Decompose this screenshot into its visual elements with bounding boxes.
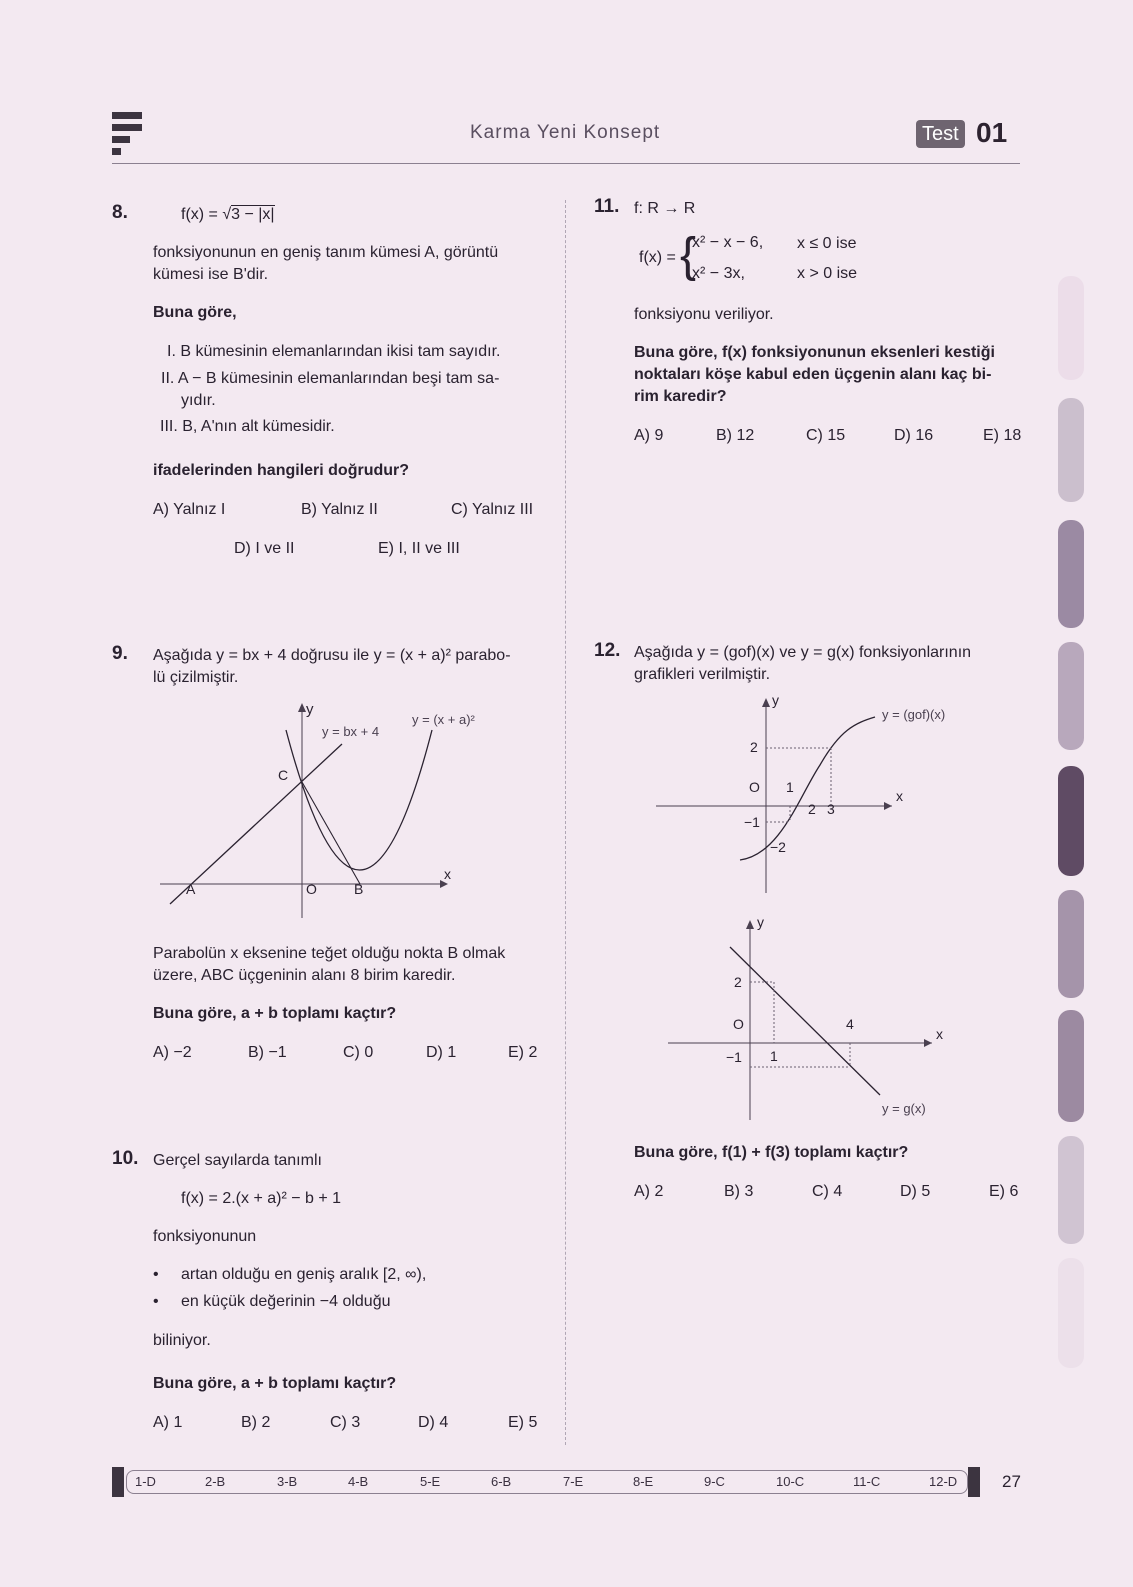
q12-number: 12. (594, 640, 621, 661)
logo-icon (112, 112, 142, 154)
q9-graph (150, 700, 500, 922)
q12-g1-tick-m1: −1 (744, 814, 760, 830)
side-tab (1058, 890, 1084, 998)
q8-text: kümesi ise B'dir. (153, 266, 269, 283)
answer-key-item: 3-B (277, 1474, 298, 1489)
q9-line-label: y = bx + 4 (322, 724, 380, 739)
q12-g1-tick-x2: 2 (808, 801, 816, 817)
q12-option-e[interactable]: E) 6 (989, 1183, 1019, 1200)
q10-text: biliniyor. (153, 1332, 211, 1349)
q8-statement-2: II. A − B kümesinin elemanlarından beşi tam sa- (161, 370, 500, 387)
q8-statement-1: I. B kümesinin elemanlarından ikisi tam sayıdır. (167, 343, 501, 360)
answer-key-item: 5-E (420, 1474, 441, 1489)
q11-option-b[interactable]: B) 12 (716, 427, 755, 444)
q12-g2-tick-2: 2 (734, 974, 742, 990)
q11-number: 11. (594, 196, 620, 217)
answer-key-item: 2-B (205, 1474, 226, 1489)
q9-text: lü çizilmiştir. (153, 669, 239, 686)
q12-option-b[interactable]: B) 3 (724, 1183, 754, 1200)
q10-question: Buna göre, a + b toplamı kaçtır? (153, 1375, 397, 1392)
q8-statement-2: yıdır. (181, 392, 216, 409)
q11-brace: { (680, 229, 697, 282)
header-title: Karma Yeni Konsept (470, 122, 661, 143)
q9-axis-x: x (444, 866, 451, 882)
q12-g2-tick-4: 4 (846, 1016, 854, 1032)
q8-option-a[interactable]: A) Yalnız I (153, 501, 226, 518)
q11-question: rim karedir? (634, 388, 727, 405)
answer-key-item: 10-C (776, 1474, 805, 1489)
q12-g1-tick-2: 2 (750, 739, 758, 755)
answer-key-item: 7-E (563, 1474, 584, 1489)
q11-option-e[interactable]: E) 18 (983, 427, 1022, 444)
answer-key-item: 12-D (929, 1474, 958, 1489)
q9-axis-y: y (306, 701, 314, 718)
q9-text: üzere, ABC üçgeninin alanı 8 birim karedir. (153, 967, 456, 984)
q11-option-d[interactable]: D) 16 (894, 427, 934, 444)
side-tab (1058, 766, 1084, 876)
q10-bullet-2: en küçük değerinin −4 olduğu (181, 1293, 391, 1310)
q9-point-o: O (306, 881, 317, 897)
q9-question: Buna göre, a + b toplamı kaçtır? (153, 1005, 397, 1022)
q12-g1-label: y = (gof)(x) (882, 707, 946, 722)
q11-question: noktaları köşe kabul eden üçgenin alanı kaç bi- (634, 366, 992, 383)
answer-key-item: 1-D (135, 1474, 156, 1489)
answer-key-bar (112, 1467, 980, 1497)
q10-number: 10. (112, 1148, 139, 1169)
column-divider (565, 200, 566, 1445)
q12-text: grafikleri verilmiştir. (634, 666, 771, 683)
header-rule (112, 163, 1020, 164)
q9-option-e[interactable]: E) 2 (508, 1044, 538, 1061)
q8-question: ifadelerinden hangileri doğrudur? (153, 462, 410, 479)
q8-function: f(x) = √3 − |x| (181, 206, 275, 223)
q11-case-1: x² − x − 6, (692, 234, 764, 251)
q12-g1-axis-y: y (772, 695, 779, 708)
q12-g1-tick-m2: −2 (770, 839, 786, 855)
q10-option-e[interactable]: E) 5 (508, 1414, 538, 1431)
q12-option-d[interactable]: D) 5 (900, 1183, 931, 1200)
q9-point-b: B (354, 881, 364, 897)
q9-number: 9. (112, 643, 128, 664)
q9-text: Aşağıda y = bx + 4 doğrusu ile y = (x + a)² parabo- (153, 647, 511, 664)
q8-option-b[interactable]: B) Yalnız II (301, 501, 378, 518)
q9-point-a: A (186, 881, 196, 897)
q12-option-a[interactable]: A) 2 (634, 1183, 664, 1200)
q10-bullet-1: artan olduğu en geniş aralık [2, ∞), (181, 1266, 427, 1283)
q12-g1-tick-1: 1 (786, 779, 794, 795)
answer-key-item: 8-E (633, 1474, 654, 1489)
side-tab (1058, 1136, 1084, 1244)
q11-cond-1: x ≤ 0 ise (797, 235, 857, 252)
q12-g2-label: y = g(x) (882, 1101, 926, 1116)
q8-number: 8. (112, 202, 128, 223)
q12-g2-tick-m1: −1 (726, 1049, 742, 1065)
side-tab (1058, 642, 1084, 750)
q10-option-d[interactable]: D) 4 (418, 1414, 449, 1431)
test-badge: Test (916, 120, 965, 148)
q11-fx: f(x) = (639, 249, 676, 266)
q8-option-d[interactable]: D) I ve II (234, 540, 295, 557)
answer-key-item: 4-B (348, 1474, 369, 1489)
q8-lead: Buna göre, (153, 304, 237, 321)
q9-text: Parabolün x eksenine teğet olduğu nokta B olmak (153, 945, 506, 962)
q11-question: Buna göre, f(x) fonksiyonunun eksenleri kestiği (634, 344, 995, 361)
q12-g1-origin: O (749, 779, 760, 795)
answer-key-item: 6-B (491, 1474, 512, 1489)
q10-function: f(x) = 2.(x + a)² − b + 1 (181, 1190, 342, 1207)
q11-case-2: x² − 3x, (692, 265, 745, 282)
q10-option-c[interactable]: C) 3 (330, 1414, 361, 1431)
q11-option-c[interactable]: C) 15 (806, 427, 846, 444)
q11-text: fonksiyonu veriliyor. (634, 306, 774, 323)
q10-text: fonksiyonunun (153, 1228, 257, 1245)
side-tab (1058, 276, 1084, 380)
test-number: 01 (976, 117, 1008, 148)
side-tab (1058, 398, 1084, 502)
q11-domain: f: R → R (634, 200, 696, 217)
q10-bullet-icon: • (153, 1266, 159, 1283)
q10-text: Gerçel sayılarda tanımlı (153, 1152, 322, 1169)
q8-statement-3: III. B, A'nın alt kümesidir. (160, 418, 335, 435)
q9-option-a[interactable]: A) −2 (153, 1044, 192, 1061)
q12-text: Aşağıda y = (gof)(x) ve y = g(x) fonksiyonlarının (634, 644, 972, 661)
q12-option-c[interactable]: C) 4 (812, 1183, 843, 1200)
answer-key-item: 11-C (853, 1474, 881, 1489)
side-tab (1058, 520, 1084, 628)
q11-option-a[interactable]: A) 9 (634, 427, 664, 444)
q12-g2-axis-x: x (936, 1026, 943, 1042)
q9-parabola-label: y = (x + a)² (412, 712, 475, 727)
answer-key-item: 9-C (704, 1474, 725, 1489)
q10-option-a[interactable]: A) 1 (153, 1414, 183, 1431)
side-tab (1058, 1258, 1084, 1368)
q12-gof-graph (650, 695, 980, 895)
q9-point-c: C (278, 767, 289, 783)
q10-bullet-icon: • (153, 1293, 159, 1310)
q8-text: fonksiyonunun en geniş tanım kümesi A, görüntü (153, 244, 499, 261)
q10-option-b[interactable]: B) 2 (241, 1414, 271, 1431)
q8-option-e[interactable]: E) I, II ve III (378, 540, 460, 557)
page-number: 27 (1002, 1472, 1021, 1491)
q12-g1-axis-x: x (896, 788, 903, 804)
q9-option-d[interactable]: D) 1 (426, 1044, 457, 1061)
q12-g2-axis-y: y (757, 915, 764, 930)
q12-g2-tick-1: 1 (770, 1048, 778, 1064)
q8-option-c[interactable]: C) Yalnız III (451, 501, 534, 518)
q12-g-graph (660, 915, 980, 1125)
q9-option-c[interactable]: C) 0 (343, 1044, 374, 1061)
q12-g2-origin: O (733, 1016, 744, 1032)
q12-question: Buna göre, f(1) + f(3) toplamı kaçtır? (634, 1144, 909, 1161)
side-tab (1058, 1010, 1084, 1122)
q11-cond-2: x > 0 ise (797, 265, 858, 282)
q12-g1-tick-3: 3 (827, 801, 835, 817)
q9-option-b[interactable]: B) −1 (248, 1044, 287, 1061)
